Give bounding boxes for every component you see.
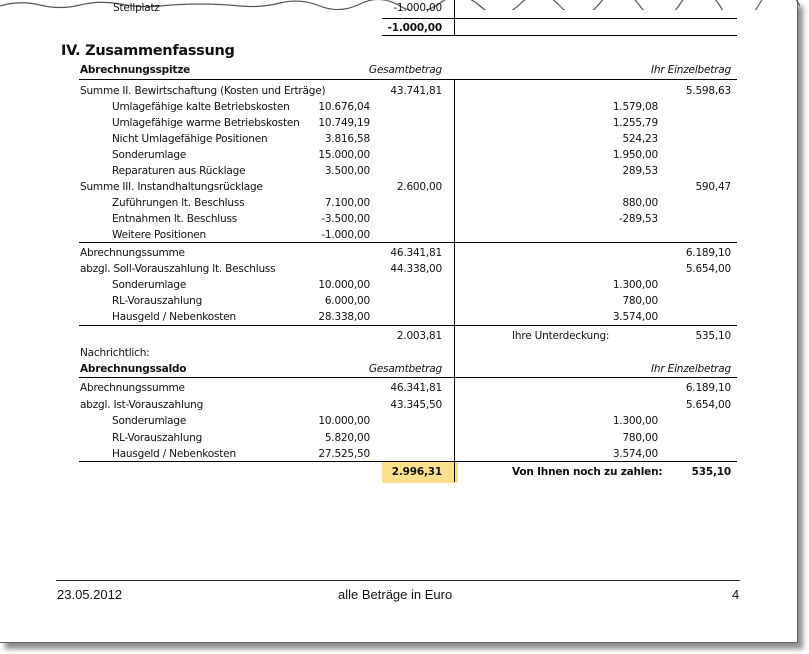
spitze-header: Abrechnungsspitze [80,64,191,76]
row-value-v3: 3.574,00 [612,448,658,460]
row-value-v1: 5.820,00 [324,431,370,444]
saldo-header: Abrechnungssaldo [80,363,187,375]
unterdeckung-label: Ihre Unterdeckung: [512,330,610,342]
row-label: RL-Vorauszahlung [112,431,203,444]
row-value-v1: -1.000,00 [321,229,370,241]
row-value-v2: 46.341,81 [390,382,442,394]
col-einzel-header: Ihr Einzelbetrag [651,64,731,76]
row-label: Abrechnungssumme [80,247,185,259]
nachrichtlich-label: Nachrichtlich: [80,347,150,359]
row-value-v4: 6.189,10 [685,247,731,259]
final-label: Von Ihnen noch zu zahlen: [512,466,663,478]
row-value-v1: 10.676,04 [318,101,370,113]
row-value-v3: 1.300,00 [612,415,658,427]
row-value-v3: -289,53 [618,213,658,225]
row-value-v1: -3.500,00 [321,213,370,225]
row-label: abzgl. Soll-Vorauszahlung lt. Beschluss [80,263,276,275]
footer-page: 4 [732,587,740,602]
row-label: abzgl. Ist-Vorauszahlung [80,398,204,411]
row-value-v2: 46.341,81 [390,247,442,259]
row-value-v4: 6.189,10 [685,382,731,394]
row-value-v4: 5.654,00 [685,263,731,275]
section-title: IV. Zusammenfassung [61,43,235,59]
saldo-col-einzel: Ihr Einzelbetrag [651,363,731,375]
row-label: Hausgeld / Nebenkosten [112,448,236,460]
row-value-v1: 28.338,00 [318,311,370,323]
row-label: Weitere Positionen [112,229,207,241]
row-value-v4: 5.598,63 [685,85,731,97]
footer-note: alle Beträge in Euro [338,587,453,602]
row-label: Sonderumlage [112,149,187,161]
row-value-v3: 780,00 [622,295,658,307]
row-value-v1: 10.749,19 [318,117,370,129]
unterdeckung-total: 2.003,81 [396,330,442,342]
row-label: Sonderumlage [112,415,187,427]
row-value-v1: 10.000,00 [318,415,370,427]
row-label: Umlagefähige kalte Betriebskosten [112,101,290,113]
row-value-v4: 5.654,00 [685,398,731,411]
unterdeckung-value: 535,10 [695,330,731,342]
row-value-v1: 10.000,00 [318,279,370,291]
row-label: Umlagefähige warme Betriebskosten [112,117,300,129]
row-value-v1: 15.000,00 [318,149,370,161]
cut-row-value: -1.000,00 [393,2,442,14]
row-value-v1: 3.500,00 [324,165,370,177]
row-label: Hausgeld / Nebenkosten [112,311,236,323]
col-gesamt-header: Gesamtbetrag [368,64,442,76]
row-label: Reparaturen aus Rücklage [112,165,246,177]
row-value-v1: 7.100,00 [324,197,370,209]
cut-row-label: Stellplatz [113,2,160,14]
row-value-v2: 43.741,81 [390,85,442,97]
row-value-v2: 44.338,00 [390,263,442,275]
row-label: Zuführungen lt. Beschluss [112,197,245,209]
row-value-v3: 1.255,79 [612,117,658,129]
saldo-col-gesamt: Gesamtbetrag [368,363,442,375]
row-label: Nicht Umlagefähige Positionen [112,133,268,145]
row-value-v3: 1.579,08 [612,101,658,113]
row-value-v1: 27.525,50 [318,448,370,460]
row-value-v3: 3.574,00 [612,311,658,323]
row-label: Sonderumlage [112,279,187,291]
row-label: Abrechnungssumme [80,382,185,394]
final-total: 2.996,31 [391,466,442,478]
footer-date: 23.05.2012 [57,587,123,602]
row-label: Summe III. Instandhaltungsrücklage [80,181,263,193]
row-value-v1: 3.816,58 [324,133,370,145]
row-value-v4: 590,47 [695,181,731,193]
row-value-v2: 43.345,50 [390,398,442,411]
row-value-v2: 2.600,00 [396,181,442,193]
final-value: 535,10 [691,466,731,478]
row-label: Entnahmen lt. Beschluss [112,213,238,225]
row-value-v3: 289,53 [622,165,658,177]
row-value-v3: 524,23 [622,133,658,145]
cut-subtotal: -1.000,00 [387,22,442,34]
row-value-v3: 1.950,00 [612,149,658,161]
row-value-v3: 880,00 [622,197,658,209]
row-value-v3: 780,00 [622,431,658,444]
row-label: RL-Vorauszahlung [112,295,203,307]
row-label: Summe II. Bewirtschaftung (Kosten und Erträge) [80,85,326,97]
row-value-v1: 6.000,00 [324,295,370,307]
row-value-v3: 1.300,00 [612,279,658,291]
